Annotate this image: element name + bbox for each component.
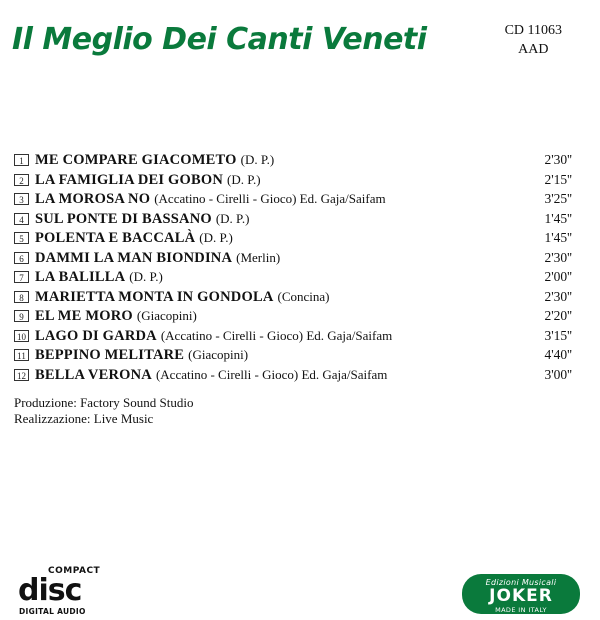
track-duration: 3'00'' [544,366,572,382]
track-duration: 1'45'' [544,230,572,245]
track-title: SUL PONTE DI BASSANO [35,210,212,227]
compact-disc-word: COMPACT [48,566,101,576]
track-duration: 2'30'' [544,249,572,265]
track-credit: (D. P.) [240,152,275,167]
track-title: LAGO DI GARDA [35,327,157,344]
track-title: BELLA VERONA [35,366,152,383]
track-duration: 2'30'' [544,288,572,304]
track-number: 7 [14,271,29,283]
track-row [14,287,586,307]
track-duration: 1'45'' [544,210,572,226]
track-title: LA BALILLA [35,269,126,285]
track-title: EL ME MORO [35,308,133,324]
record-label-logo [462,574,580,614]
disc-icon: disc [18,573,82,608]
track-number: 12 [14,369,29,381]
track-row [14,209,586,229]
track-duration: 2'15'' [544,171,572,187]
track-credit: (Accatino - Cirelli - Gioco) Ed. Gaja/Saifam [160,327,393,343]
track-credit: (D. P.) [199,230,233,245]
track-title: DAMMI LA MAN BIONDINA [35,249,233,266]
album-title: Il Meglio Dei Canti Veneti [12,22,427,57]
track-credit: (D. P.) [227,171,261,187]
compact-disc-logo [18,566,114,618]
track-row [14,365,586,385]
track-credit: (Merlin) [236,249,281,265]
track-number: 11 [14,349,29,361]
track-row [14,228,586,248]
track-credit: (Giacopini) [136,308,197,323]
track-row [14,345,586,365]
track-row [14,306,586,326]
track-number: 8 [14,291,29,303]
track-title: LA MOROSA NO [35,191,151,207]
track-row [14,326,586,346]
label-origin: MADE IN ITALY [495,606,547,614]
track-title: MARIETTA MONTA IN GONDOLA [35,288,274,305]
catalog-block [505,22,562,60]
track-duration: 2'30'' [544,152,572,167]
label-tagline: Edizioni Musicali [485,578,557,587]
track-credit: (Accatino - Cirelli - Gioco) Ed. Gaja/Saifam [155,366,388,382]
track-number: 2 [14,174,29,186]
track-title: BEPPINO MELITARE [35,347,185,363]
catalog-number: CD 11063 [504,23,562,38]
track-number: 10 [14,330,29,342]
track-duration: 3'15'' [544,327,572,343]
track-title: LA FAMIGLIA DEI GOBON [35,171,224,188]
track-number: 1 [14,154,29,166]
track-number: 6 [14,252,29,264]
track-number: 4 [14,213,29,225]
credit-realization: Realizzazione: Live Music [14,411,154,426]
digital-audio-label: DIGITAL AUDIO [19,607,86,616]
track-number: 5 [14,232,29,244]
track-credit: (Accatino - Cirelli - Gioco) Ed. Gaja/Saifam [154,191,386,206]
track-row [14,150,586,170]
track-duration: 2'20'' [544,308,572,323]
track-number: 3 [14,193,29,205]
label-name: JOKER [489,586,553,606]
track-title: POLENTA E BACCALÀ [35,230,196,246]
track-credit: (D. P.) [215,210,250,226]
credit-production: Produzione: Factory Sound Studio [14,395,194,410]
track-duration: 4'40'' [544,347,572,362]
production-credits [14,395,193,427]
track-credit: (Concina) [277,288,330,304]
track-list [14,150,586,384]
track-credit: (D. P.) [129,269,163,284]
preemphasis-code: AAD [518,41,549,57]
track-duration: 3'25'' [544,191,572,206]
track-duration: 2'00'' [544,269,572,284]
track-credit: (Giacopini) [188,347,249,362]
track-row [14,189,586,209]
track-row [14,267,586,287]
track-row [14,170,586,190]
track-number: 9 [14,310,29,322]
track-title: ME COMPARE GIACOMETO [35,152,237,168]
track-row [14,248,586,268]
